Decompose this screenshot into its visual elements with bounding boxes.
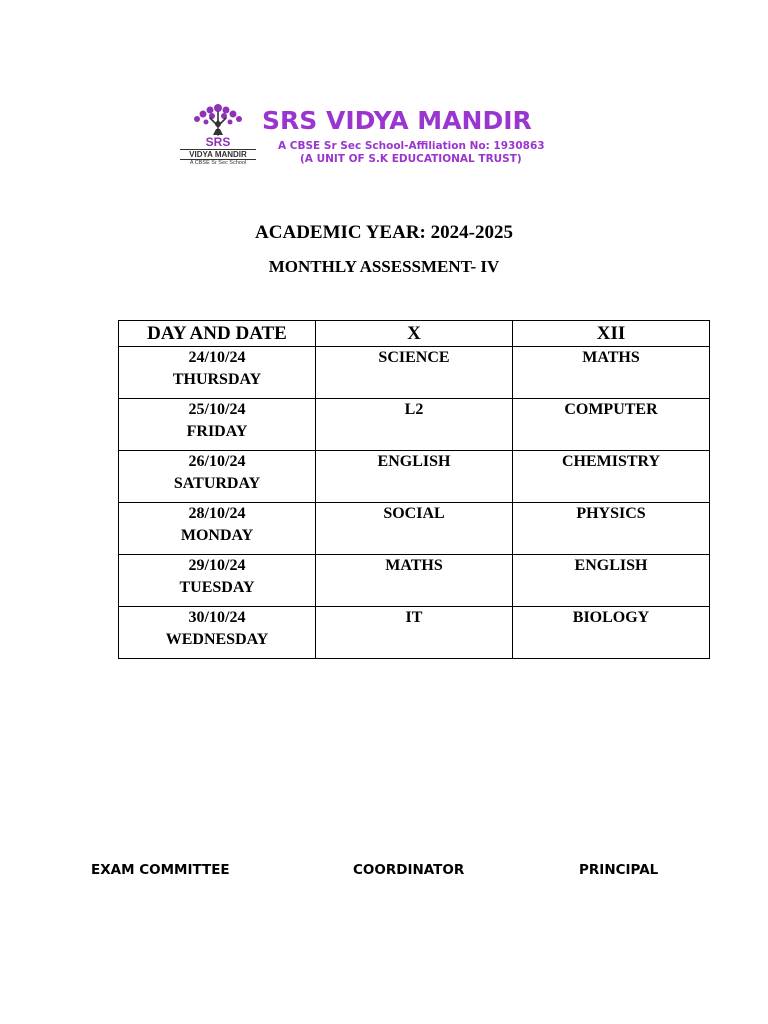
header-day-and-date: DAY AND DATE (119, 321, 316, 347)
exam-date: 28/10/24 (188, 505, 246, 522)
logo-subtitle-text: A CBSE Sr Sec School (189, 160, 247, 166)
day-date-cell (119, 451, 316, 503)
day-date-cell (119, 503, 316, 555)
exam-day: WEDNESDAY (165, 631, 269, 648)
logo-srs-text: SRS (205, 135, 231, 149)
class-x-subject: SCIENCE (316, 347, 513, 399)
signature-coordinator: COORDINATOR (353, 862, 465, 878)
exam-day: MONDAY (180, 527, 254, 544)
exam-schedule-table (118, 320, 710, 659)
signature-principal: PRINCIPAL (579, 862, 659, 878)
tree-icon (186, 102, 250, 136)
table-header-row (119, 321, 710, 347)
exam-date: 24/10/24 (188, 349, 246, 366)
exam-day: THURSDAY (172, 371, 262, 388)
table-row (119, 451, 710, 503)
table-row (119, 607, 710, 659)
day-date-cell (119, 347, 316, 399)
signature-exam-committee: EXAM COMMITTEE (91, 862, 230, 878)
table-row (119, 555, 710, 607)
class-xii-subject: MATHS (513, 347, 710, 399)
class-xii-subject: ENGLISH (513, 555, 710, 607)
affiliation-line: A CBSE Sr Sec School-Affiliation No: 1930863 (278, 140, 545, 152)
table-row (119, 399, 710, 451)
assessment-title: MONTHLY ASSESSMENT- IV (268, 257, 500, 276)
school-name: SRS VIDYA MANDIR (262, 106, 532, 135)
academic-year-title: ACADEMIC YEAR: 2024-2025 (255, 222, 513, 243)
trust-line: (A UNIT OF S.K EDUCATIONAL TRUST) (300, 153, 522, 165)
exam-day: SATURDAY (173, 475, 261, 492)
exam-day: FRIDAY (186, 423, 248, 440)
class-x-subject: ENGLISH (316, 451, 513, 503)
class-xii-subject: CHEMISTRY (513, 451, 710, 503)
header-class-x: X (316, 321, 513, 347)
class-xii-subject: COMPUTER (513, 399, 710, 451)
table-row (119, 347, 710, 399)
exam-day: TUESDAY (179, 579, 255, 596)
day-date-cell (119, 555, 316, 607)
school-logo (180, 102, 256, 172)
day-date-cell (119, 399, 316, 451)
class-x-subject: L2 (316, 399, 513, 451)
class-xii-subject: BIOLOGY (513, 607, 710, 659)
header-class-xii: XII (513, 321, 710, 347)
logo-vidya-mandir-text: VIDYA MANDIR (180, 149, 256, 160)
table-row (119, 503, 710, 555)
exam-date: 29/10/24 (188, 557, 246, 574)
exam-date: 30/10/24 (188, 609, 246, 626)
exam-date: 26/10/24 (188, 453, 246, 470)
class-x-subject: IT (316, 607, 513, 659)
day-date-cell (119, 607, 316, 659)
exam-date: 25/10/24 (188, 401, 246, 418)
class-x-subject: MATHS (316, 555, 513, 607)
school-header (180, 100, 610, 176)
class-x-subject: SOCIAL (316, 503, 513, 555)
class-xii-subject: PHYSICS (513, 503, 710, 555)
